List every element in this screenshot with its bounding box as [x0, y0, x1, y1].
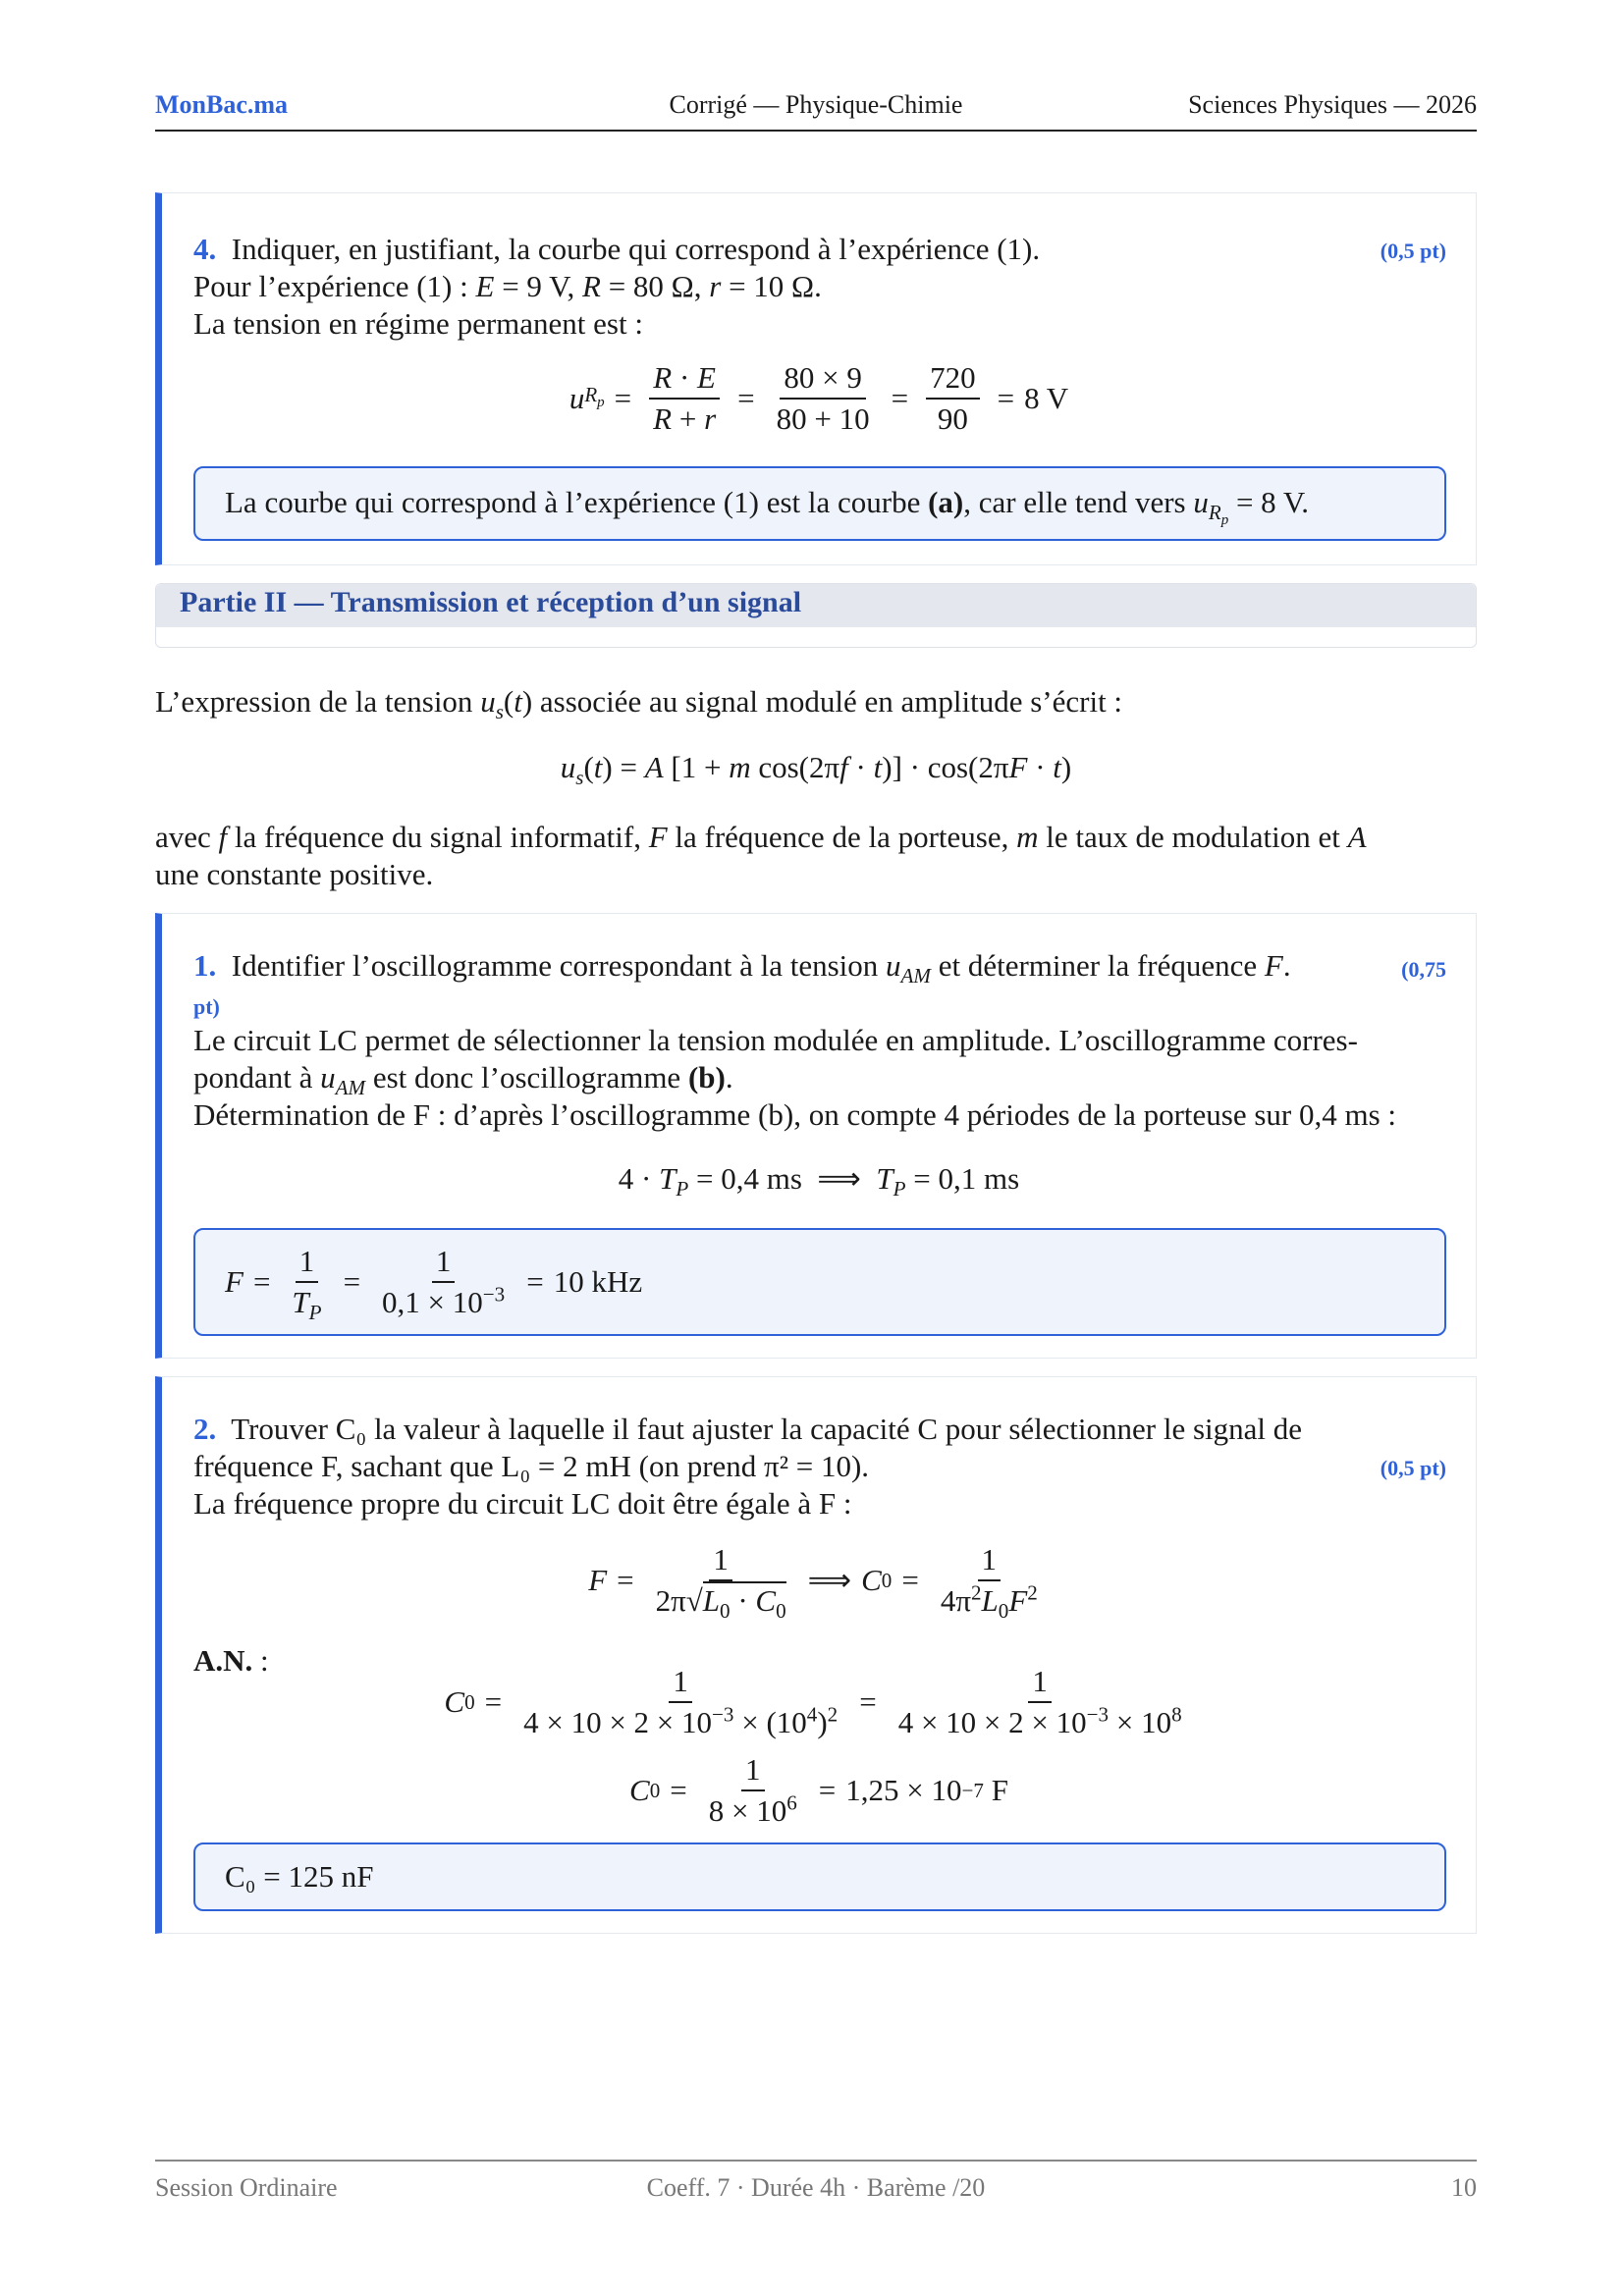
question-4-data-line: Pour l’expérience (1) : E = 9 V, R = 80 Ω, r = 10 Ω. [193, 269, 822, 303]
intro-line-3: une constante positive. [155, 857, 434, 891]
question-4-answer: La courbe qui correspond à l’expérience (1) est la courbe (a), car elle tend vers $u_{R_p} = 8$ V. [225, 485, 1310, 529]
header-title: Corrigé — Physique-Chimie [669, 90, 963, 119]
question-1-box [155, 913, 1477, 1359]
question-4-statement: 4. Indiquer, en justifiant, la courbe qui correspond à l’expérience (1). [193, 232, 1041, 266]
question-1-answer-box [193, 1228, 1446, 1336]
question-2-points: (0,5 pt) [1380, 1456, 1446, 1480]
question-2-box [155, 1376, 1477, 1934]
question-1-answer: F = $\frac{1}{T_P}$ = $\frac{1}{0,1 \times 10^{-3}}$ = 10 kHz [225, 1244, 643, 1325]
question-1-points: (0,75 [1401, 957, 1446, 982]
question-4-points: (0,5 pt) [1380, 239, 1446, 263]
footer-session: Session Ordinaire [155, 2173, 338, 2202]
footer-info: Coeff. 7 · Durée 4h · Barème /20 [646, 2173, 986, 2202]
question-1-line-1: Le circuit LC permet de sélectionner la tension modulée en amplitude. L’oscillogramme corres- [193, 1023, 1358, 1057]
question-4-line: La tension en régime permanent est : [193, 306, 643, 341]
header-subject: Sciences Physiques — 2026 [1188, 90, 1477, 119]
question-4-answer-box [193, 466, 1446, 541]
page-number: 10 [1451, 2173, 1477, 2202]
question-2-result-equation: C 0 = $\frac{1}{8 \times 10^6}$ = 1,25 × 10 −7 F [629, 1752, 1008, 1828]
question-2-line-1: La fréquence propre du circuit LC doit être égale à F : [193, 1486, 852, 1521]
intro-line-1: L’expression de la tension $u_s(t)$ associée au signal modulé en amplitude s’écrit : [155, 684, 1123, 724]
page-footer [155, 2160, 1477, 2202]
question-2-numeric-equation: C 0 = $\frac{1}{4 \times 10 \times 2 \times 10^{-3} \times (10^4)^2}$ = $\frac{1}{4 \times 10 \times 2 \times 10^{-3} \times 10^8}$ [444, 1664, 1182, 1739]
section-header [155, 583, 1477, 648]
question-2-answer-box [193, 1842, 1446, 1911]
brand-logo: MonBac.ma [155, 90, 289, 119]
page-header [155, 90, 1477, 132]
question-4-box [155, 192, 1477, 565]
question-2-statement: 2. Trouver C₀ la valeur à laquelle il faut ajuster la capacité C pour sélectionner le signal de [193, 1412, 1303, 1446]
section-title: Partie II — Transmission et réception d’un signal [180, 586, 802, 618]
question-2-an-label: A.N. : [193, 1643, 269, 1678]
question-1-line-2: pondant à $u_{AM}$ est donc l’oscillogramme (b). [193, 1060, 733, 1100]
intro-equation: $u_s(t) = A$ [1 + m cos(2πf · t)] · cos(2πF · t) [560, 750, 1072, 790]
question-2-answer: C₀ = 125 nF [225, 1859, 374, 1894]
question-1-line-3: Détermination de F : d’après l’oscillogramme (b), on compte 4 périodes de la porteuse sur 0,4 ms : [193, 1097, 1397, 1132]
question-2-statement-cont: fréquence F, sachant que L₀ = 2 mH (on prend π² = 10). [193, 1449, 870, 1483]
question-1-period-equation: $4 \cdot T_P = 0,4$ ms ⟹ $T_P = 0,1$ ms [618, 1161, 1020, 1201]
question-1-points-cont: pt) [193, 994, 220, 1019]
question-1-statement: 1. Identifier l’oscillogramme correspondant à la tension $u_{AM}$ et déterminer la fréquence F. [193, 948, 1291, 988]
question-4-equation: u $R_p$ = $\frac{R \cdot E}{R + r}$ = $\frac{80 \times 9}{80 + 10}$ = $\frac{720}{90}$ = 8 V [568, 360, 1069, 436]
intro-line-2: avec f la fréquence du signal informatif, F la fréquence de la porteuse, m le taux de modulation et A [155, 820, 1367, 854]
question-2-frequency-equation: F = $\frac{1}{2\pi√L_0 \cdot C_0}$ ⟹ C 0 = $\frac{1}{4\pi^2L_0F^2}$ [588, 1542, 1038, 1624]
